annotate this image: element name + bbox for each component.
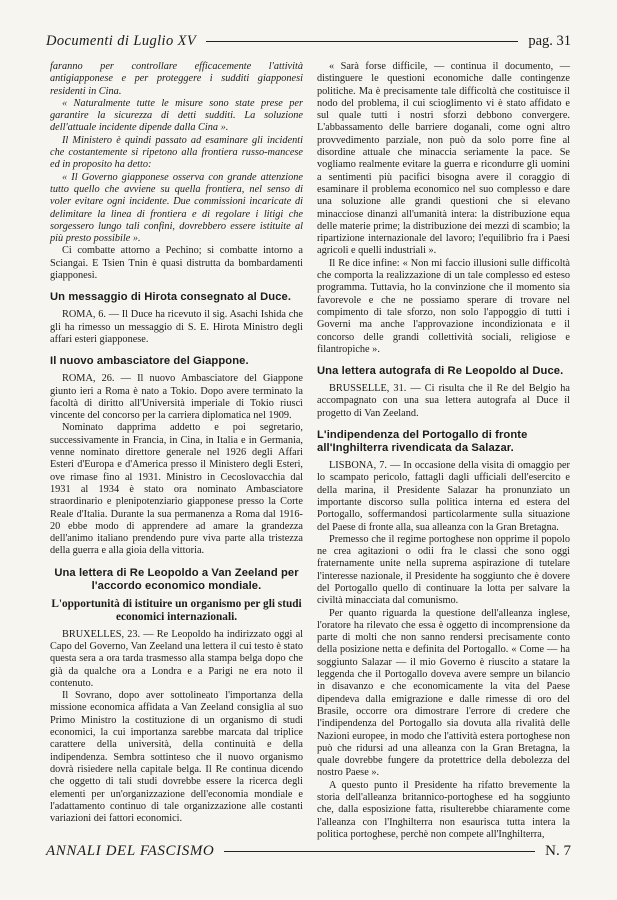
section-heading-portugal: L'indipendenza del Portogallo di fronte all'Inghilterra rivendicata da Salazar. [317,429,528,455]
issue-number: N. 7 [545,842,571,859]
section-subheading: L'opportunità di istituire un organismo per gli studi economici internazionali. [51,597,302,623]
page-number: pag. 31 [528,32,571,49]
section-heading-leopold-letter: Una lettera di Re Leopoldo a Van Zeeland per l'accordo economico mondiale. [54,566,299,592]
paragraph: « Sarà forse difficile, — continua il documento, — distinguere le questioni economiche dalle contingenze politiche. Ma è precisamente tale difficoltà che costituisce il nodo del problema, il cui scioglimento vi è stato affidato e sul quale tutti i nostri sforzi debbono convergere. L'abbassamento delle barriere doganali, come ogni altro provvedimento parziale, non può da solo porre fine al disordine attuale che minaccia seriamente la pace. Se vogliamo realmente evitare la guerra e ricondurre gli uomini a sentimenti più pacifici bisogna avere il coraggio di esaminare il problema economico nel suo complesso e dare una soluzione alle grandi questioni che si elevano minacciose dinanzi all'umanità intera: la distribuzione equa delle materie prime; la distribuzione dei mezzi di scambio; la ripartizione internazionale del lavoro; l'equilibrio fra i Paesi agricoli e quelli industriali ». [317,61,570,257]
section-heading-hirota: Un messaggio di Hirota consegnato al Duce. [50,291,292,304]
running-footer [46,840,571,862]
right-column [317,61,570,840]
left-column [50,61,303,831]
paragraph: A questo punto il Presidente ha rifatto brevemente la storia dell'alleanza britannico-portoghese ed ha soggiunto che, dalla esposizione fatta, risulterebbe chiaramente come l'alleanza con l'Inghilterra non esaurisca tutta intera la politica portoghese, perchè non compete all'Inghilterra, [317,779,570,840]
section-heading-ambassador: Il nuovo ambasciatore del Giappone. [50,355,249,368]
paragraph: faranno per controllare efficacemente l'attività antigiapponese e per proteggere i sudditi giapponesi residenti in Cina. [50,61,303,97]
paragraph: Il Sovrano, dopo aver sottolineato l'importanza della missione economica affidata a Van Zeeland consiglia al suo Primo Ministro la costituzione di un organismo di studi economici, la cui importanza sarebbe marcata dal triplice carattere della università, della continuità e della indipendenza. Sembra sottinteso che il nuovo organismo dovrà risiedere nella capitale belga. Il Re continua dicendo che oggetto di tali studi dovrebbe essere la ricerca degli elementi per un'organizzazione dell'economia mondiale e l'adattamento continuo di tale organizzazione alle costanti variazioni dei fattori economici. [50,690,303,825]
section-heading-autograph: Una lettera autografa di Re Leopoldo al Duce. [317,365,564,378]
paragraph: Ci combatte attorno a Pechino; si combatte intorno a Sciangai. E Tsien Tnin è quasi distrutta da bombardamenti giapponesi. [50,245,303,282]
paragraph: Il Re dice infine: « Non mi faccio illusioni sulle difficoltà che comporta la realizzazione di un tale complesso ed esteso programma. Tuttavia, ho la convinzione che il momento sia favorevole e che ne possiamo sperare di trovare nel compimento di tale sforzo, non solo l'appoggio di tutti i Governi ma anche l'approvazione incondizionata e il concorso delle grandi collettività sociali, religiose e filantropiche ». [317,257,570,355]
running-header-title: Documenti di Luglio XV [46,32,197,49]
running-header [46,30,571,52]
footer-rule [224,851,535,852]
paragraph: « Naturalmente tutte le misure sono state prese per garantire la sicurezza di detti sudditi. La soluzione dell'attuale incidente dipende dalla Cina ». [50,97,303,134]
paragraph: LISBONA, 7. — In occasione della visita di omaggio per lo scampato pericolo, fattagli dagli ufficiali dell'esercito e della marina, il Presidente Salazar ha pronunziato un importante discorso sulla politica interna ed estera del Portogallo, soffermandosi particolarmente sulla situazione del Paese di fronte alla, sua alleanza con la Gran Bretagna. [317,460,570,533]
paragraph: ROMA, 26. — Il nuovo Ambasciatore del Giappone giunto ieri a Roma è nato a Tokio. Dopo avere terminato la facoltà di diritto all'Università imperiale di Tokio riuscì vincente del concorso per la carriera diplomatica nel 1909. [50,373,303,422]
paragraph: ROMA, 6. — Il Duce ha ricevuto il sig. Asachi Ishida che gli ha rimesso un messaggio di S. E. Hirota Ministro degli affari esteri giapponese. [50,309,303,345]
journal-title: ANNALI DEL FASCISMO [46,842,215,859]
paragraph: Il Ministero è quindi passato ad esaminare gli incidenti che costantemente si ripetono alla frontiera russo-mancese ed in proposito ha detto: [50,134,303,171]
paragraph: BRUSSELLE, 31. — Ci risulta che il Re del Belgio ha accompagnato con una sua lettera autografa al Duce il progetto di Van Zeeland. [317,383,570,419]
paragraph: « Il Governo giapponese osserva con grande attenzione tutto quello che avviene su quella frontiera, nel senso di voler evitare ogni incidente. Due commissioni incaricate di delimitare la linea di frontiera e di regolare i litigi che sorgessero lungo tali confini, dovrebbero essere istituite al più presto possibile ». [50,171,303,245]
paragraph: Nominato dapprima addetto e poi segretario, successivamente in Francia, in Cina, in Italia e in Germania, venne nominato direttore generale nel 1926 degli Affari Esteri d'Europa e d'America presso il Ministero degli Esteri, ove rimase fino al 1931. Ministro in Cecoslovacchia dal 1931 al 1934 è stato ora nominato Ambasciatore straordinario e plenipotenziario giapponese presso la Corte Reale d'Italia. Durante la sua permanenza a Roma dal 1916-20 ebbe modo di apprendere ad amare la grandezza dell'animo italiano prendendo pure viva parte alla tristezza della guerra e alla gioia della vittoria. [50,422,303,557]
paragraph: BRUXELLES, 23. — Re Leopoldo ha indirizzato oggi al Capo del Governo, Van Zeeland una lettera il cui testo è stato questa sera a ora tarda trasmesso alla stampa belga dopo che già da qualche ora a Londra e a Parigi ne era noto il contenuto. [50,628,303,689]
header-rule [206,41,518,42]
paragraph: Premesso che il regime portoghese non opprime il popolo ne crea agitazioni o odii fra le classi che sono oggi fraternamente unite nella suprema aspirazione di tutelare l'interesse nazionale, il Presidente ha soggiunto che è dovere del Portogallo quello di continuare la lotta per salvare la civiltà minacciata dal comunismo. [317,533,570,607]
paragraph: Per quanto riguarda la questione dell'alleanza inglese, l'oratore ha rilevato che essa è oggetto di incomprensione da parte di molti che non sanno rendersi precisamente conto della posizione netta e definita del Portogallo. « Come — ha soggiunto Salazar — il mio Governo è riuscito a statare la leggenda che il Portogallo doveva avere sempre un bilancio in disavanzo e che economicamente la vita del Paese dipendeva dalla emigrazione e dalle rimesse di oro del Brasile, occorre ora dimostrare l'errore di credere che l'indipendenza del Portogallo sia dovuta alla rivalità delle Nazioni europee, in modo che l'attività estera portoghese non può che ridursi ad una alleanza con la Gran Bretagna, la quale dovrebbe fungere da protettrice della debolezza del nostro Paese ». [317,607,570,779]
